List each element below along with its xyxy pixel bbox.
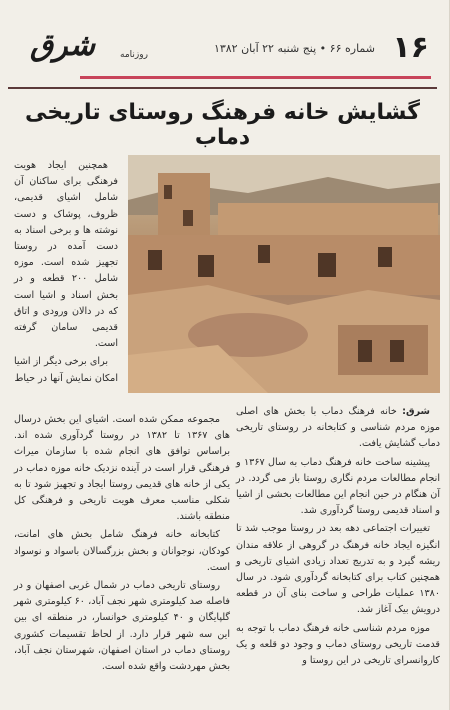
paragraph: برای برخی دیگر از اشیا امکان نمایش آنها در حیاط [14, 356, 118, 384]
issue-info: شماره ۶۶ • پنج شنبه ۲۲ آبان ۱۳۸۲ [213, 42, 375, 55]
newspaper-logo-subtitle: روزنامه [120, 50, 148, 60]
paragraph: تغییرات اجتماعی دهه بعد در روستا موجب شد تا انگیزه ایجاد خانه فرهنگ در گروهی از علاقه مندان ریشه گیرد و به تدریج تعداد زیادی اشیای تاریخی و همچنین کتاب برای کتابخانه گردآوری شود. در سال ۱۳۸۰ عملیات طراحی و ساخت بنای آن در قطعه درویش بیک آغاز شد. [236, 523, 440, 616]
mud-brick-village-illustration [128, 155, 440, 393]
article-right-column [236, 404, 440, 671]
article-headline: گشایش خانه فرهنگ روستای تاریخی دماب [25, 100, 420, 150]
article-side-column [14, 158, 118, 389]
paragraph: موزه مردم شناسی خانه فرهنگ دماب با توجه به قدمت تاریخی روستای دماب و وجود دو قلعه و یک کاروانسرای تاریخی در این روستا و [236, 622, 440, 667]
caption-lead: شرق: [402, 406, 430, 417]
caption-text: خانه فرهنگ دماب با بخش های اصلی موزه مردم شناسی و کتابخانه در روستای تاریخی دماب گشایش یافت. [236, 406, 440, 450]
village-photo [128, 155, 440, 393]
article-left-column [14, 412, 230, 677]
masthead [22, 28, 435, 72]
paragraph: روستای تاریخی دماب در شمال غربی اصفهان و در فاصله صد کیلومتری شهر نجف آباد، ۶۰ کیلومتری شهر گلپایگان و ۴۰ کیلومتری خوانسار، در منطقه ای بین این سه شهر قرار دارد. از لحاظ تقسیمات کشوری روستای دماب در استان اصفهان، شهرستان نجف آباد، بخش مهردشت واقع شده است. [14, 580, 230, 673]
photo-caption [236, 404, 440, 453]
masthead-rule [80, 76, 431, 79]
newspaper-logo: شرق [30, 28, 95, 63]
paragraph: کتابخانه خانه فرهنگ شامل بخش های امانت، کودکان، نوجوانان و بخش بزرگسالان باسواد و نوسواد است. [14, 529, 230, 573]
paragraph: مجموعه ممکن شده است. اشیای این بخش درسال های ۱۳۶۷ تا ۱۳۸۲ در روستا گردآوری شده اند. براساس توافق های انجام شده با سازمان میراث فرهنگی قرار است در آینده نزدیک خانه موزه دماب در یکی از خانه های قدیمی روستا ایجاد و تجهیز شود تا به شکلی مناسب معرف هویت تاریخی و فرهنگی کل منطقه باشند. [14, 414, 230, 523]
paragraph: همچنین ایجاد هویت فرهنگی برای ساکنان آن شامل اشیای قدیمی، ظروف، پوشاک و دست نوشته ها و برخی اسناد به دست آمده در روستا تجهیز شده است. موزه شامل ۲۰۰ قطعه و در بخش اسناد و اشیا است که در دالان ورودی و اتاق قدیمی سامان گرفته است. [14, 160, 118, 350]
paragraph: پیشینه ساخت خانه فرهنگ دماب به سال ۱۳۶۷ و انجام مطالعات مردم نگاری روستا باز می گردد. در آن هنگام در حین انجام این مطالعات بخشی از اشیا و اسناد قدیمی روستا گردآوری شد. [236, 456, 440, 517]
page-number: ۱۶ [392, 30, 429, 65]
headline-rule [8, 87, 437, 89]
